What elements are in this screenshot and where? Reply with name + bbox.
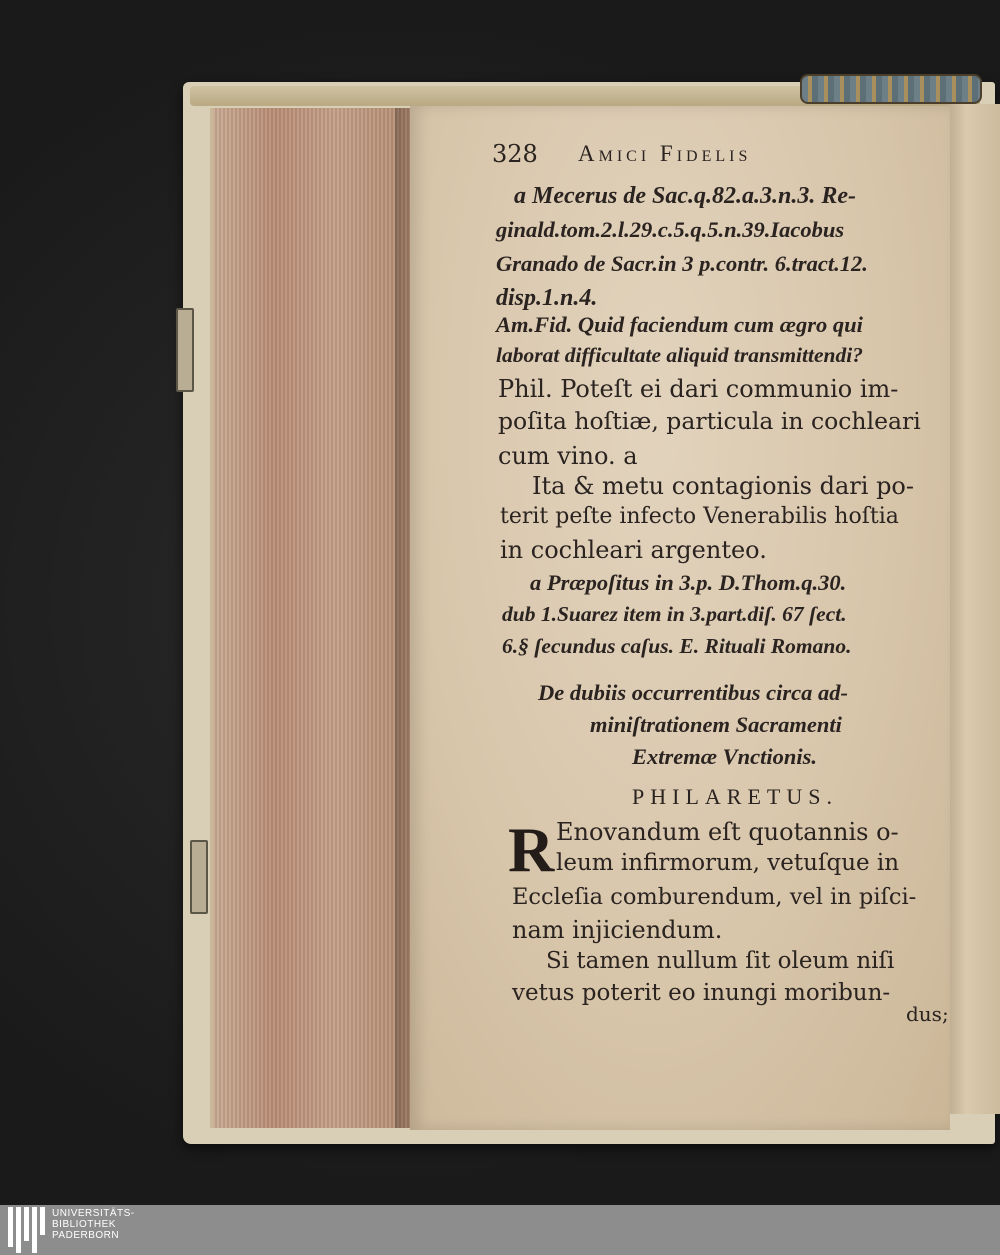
text-line: in cochleari argenteo.	[500, 536, 767, 564]
footer-bar	[0, 1205, 1000, 1255]
speaker-heading: PHILARETUS.	[632, 784, 838, 809]
library-name-line: UNIVERSITÄTS-	[52, 1208, 135, 1219]
clasp-top	[176, 308, 194, 392]
section-heading-line: De dubiis occurrentibus circa ad-	[538, 680, 849, 705]
catchword: dus;	[906, 1002, 949, 1026]
drop-cap: R	[508, 814, 555, 885]
library-logo-icon	[8, 1207, 46, 1253]
text-line: nam injiciendum.	[512, 916, 723, 944]
text-line: poſita hoſtiæ, particula in cochleari	[498, 407, 921, 435]
text-line: cum vino. a	[498, 442, 638, 470]
text-line: ginald.tom.2.l.29.c.5.q.5.n.39.Iacobus	[496, 217, 845, 242]
library-name-line: PADERBORN	[52, 1230, 120, 1241]
section-heading-line: Extremæ Vnctionis.	[632, 744, 818, 769]
headband	[800, 74, 982, 104]
running-head-title: Amici Fidelis	[578, 141, 752, 166]
text-line: Enovandum eſt quotannis o-	[556, 818, 899, 846]
page-number: 328	[492, 140, 538, 168]
text-line: laborat difficultate aliquid transmittendi?	[496, 343, 863, 367]
facing-page-gutter	[944, 104, 1000, 1114]
text-line: terit peſte infecto Venerabilis hoſtia	[500, 504, 899, 529]
text-line: leum infirmorum, vetuſque in	[556, 850, 900, 876]
text-line: Granado de Sacr.in 3 p.contr. 6.tract.12.	[496, 251, 868, 276]
text-line: disp.1.n.4.	[496, 285, 598, 311]
text-line: Si tamen nullum ſit oleum niſi	[546, 948, 895, 974]
page-block-fore-edge	[210, 108, 418, 1128]
footnote-line: dub 1.Suarez item in 3.part.diſ. 67 ſect.	[502, 602, 847, 626]
text-line: a Mecerus de Sac.q.82.a.3.n.3. Re-	[514, 183, 856, 209]
text-line: Phil. Poteſt ei dari communio im-	[498, 375, 899, 403]
text-line: Ita & metu contagionis dari po-	[532, 472, 914, 500]
footnote-line: a Præpoſitus in 3.p. D.Thom.q.30.	[530, 570, 847, 595]
section-heading-line: miniſtrationem Sacramenti	[590, 712, 842, 737]
footnote-line: 6.§ ſecundus caſus. E. Rituali Romano.	[502, 634, 852, 658]
library-name-line: BIBLIOTHEK	[52, 1219, 116, 1230]
text-line: vetus poterit eo inungi moribun-	[512, 980, 891, 1006]
clasp-bottom	[190, 840, 208, 914]
text-line: Eccleſia comburendum, vel in piſci-	[512, 884, 917, 910]
text-line: Am.Fid. Quid faciendum cum ægro qui	[496, 312, 863, 337]
